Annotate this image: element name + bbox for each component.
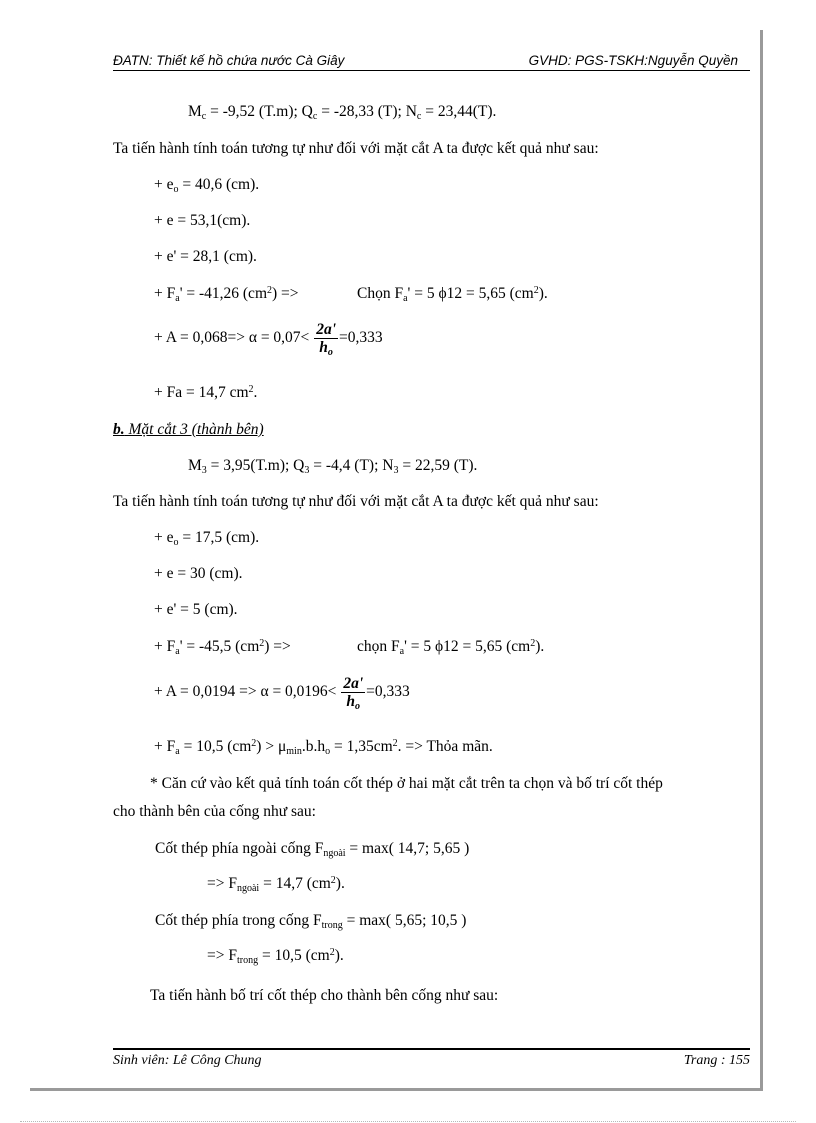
outer-steel-line: Cốt thép phía ngoài cống $F_{ngoài} = \max$( 14,7; 5,65 ) — [155, 840, 470, 859]
footer-rule — [113, 1048, 750, 1050]
footer-page-number: Trang : 155 — [683, 1053, 750, 1068]
page-header — [113, 53, 750, 69]
header-advisor: GVHD: PGS-TSKH:Nguyễn Quyền — [528, 53, 738, 68]
eo-b: + $e_o = 17,5$ (cm). — [154, 529, 260, 548]
inner-steel-line: Cốt thép phía trong cống $F_{trong} = \max$( 5,65; 10,5 ) — [155, 912, 467, 931]
e-b: + e = 30 (cm). — [154, 565, 243, 582]
header-title: ĐATN: Thiết kế hồ chứa nước Cà Giây — [113, 53, 345, 68]
chon-b: chọn $F_a' = 5$ ϕ12 = 5,65 $(cm^2)$. — [357, 638, 545, 657]
e-prime-c: + e' = 28,1 (cm). — [154, 248, 257, 265]
a-alpha-c: + A = 0,068=> α = 0,07< $\frac{2a'}{h_o}$ =0,333 — [154, 320, 383, 358]
page-shadow-bottom — [30, 1088, 763, 1091]
fraction-c: $\frac{2a'}{h_o}$ — [316, 320, 336, 358]
page-edge-dotted — [20, 1121, 796, 1122]
fa-prime-c: + $F_a' = -41,26$ $(cm^2)$ => — [154, 285, 299, 304]
intro-c: Ta tiến hành tính toán tương tự như đối với mặt cắt A ta được kết quả như sau: — [113, 140, 599, 157]
inner-steel-result: => $F_{trong} = 10,5$ $(cm^2)$. — [207, 947, 344, 966]
page-footer — [113, 1053, 750, 1071]
fa-prime-b: + $F_a' = -45,5$ $(cm^2)$ => — [154, 638, 291, 657]
outer-steel-result: => $F_{ngoài} = 14,7$ $(cm^2)$. — [207, 875, 345, 894]
a-alpha-b: + A = 0,0194 => α = 0,0196< $\frac{2a'}{h_o}$ =0,333 — [154, 674, 410, 712]
page-shadow-right — [760, 30, 763, 1090]
section-b-heading: b. Mặt cắt 3 (thành bên) — [113, 421, 264, 438]
conclusion-line1: * Căn cứ vào kết quả tính toán cốt thép ở hai mặt cắt trên ta chọn và bố trí cốt thép — [150, 775, 663, 792]
forces-c-line: $M_c = -9,52$ (T.m); $Q_c = -28,33$ (T); $N_c = 23,44(T)$. — [188, 103, 497, 122]
forces-3-line: $M_3 = 3,95(T.m)$; $Q_3 = -4,4$ (T); $N_3 = 22,59$ (T). — [188, 457, 478, 476]
e-prime-b: + e' = 5 (cm). — [154, 601, 238, 618]
fraction-b: $\frac{2a'}{h_o}$ — [343, 674, 364, 712]
fa-final-c: + Fa = 14,7 $cm^2$. — [154, 384, 258, 401]
footer-student: Sinh viên: Lê Công Chung — [113, 1053, 262, 1068]
e-c: + e = 53,1(cm). — [154, 212, 251, 229]
eo-c: + $e_o = 40,6$ (cm). — [154, 176, 260, 195]
fa-check-b: + $F_a = 10,5$ $(cm^2) > \mu_{min}.b.h_o = 1,35cm^2$. => Thỏa mãn. — [154, 738, 493, 757]
chon-c: Chọn $F_a' = 5$ ϕ12 = 5,65 $(cm^2)$. — [357, 285, 548, 304]
conclusion-line2: cho thành bên của cống như sau: — [113, 803, 316, 820]
header-rule — [113, 70, 750, 71]
arrangement-line: Ta tiến hành bố trí cốt thép cho thành bên cống như sau: — [150, 987, 499, 1004]
intro-b: Ta tiến hành tính toán tương tự như đối với mặt cắt A ta được kết quả như sau: — [113, 493, 599, 510]
